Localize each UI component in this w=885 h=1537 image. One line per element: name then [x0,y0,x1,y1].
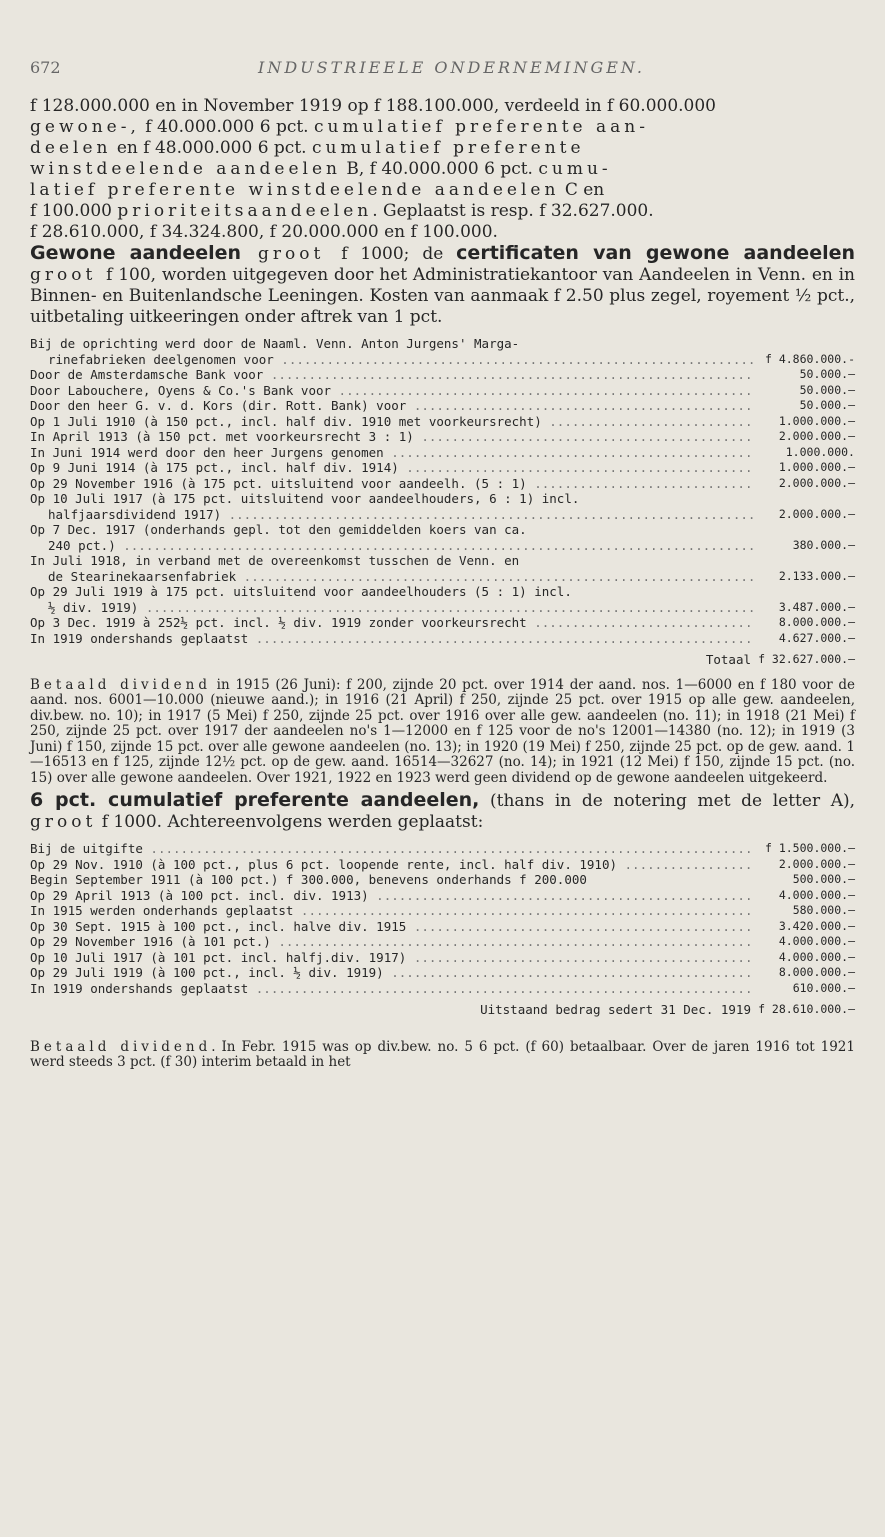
page-number: 672 [30,58,61,77]
ledger-total-row [30,1002,855,1018]
ledger-description: Op 1 Juli 1910 (à 150 pct., incl. half div. 1910 met voorkeursrecht) ..... [30,414,755,430]
ledger-row [30,841,855,857]
intro-line: latief preferente winstdeelende aandeelen C en [30,180,605,200]
ledger-amount: 50.000.– [799,382,855,397]
ledger-amount: 4.000.000.– [778,887,855,902]
ledger-amount: 2.000.000.– [778,506,855,521]
ledger-amount: f 4.860.000.- [764,351,855,366]
ledger-description: Door den heer G. v. d. Kors (dir. Rott. Bank) voor ..... [30,398,755,414]
ledger-amount: 4.000.000.– [778,934,855,948]
ledger-row [30,600,855,616]
running-title: INDUSTRIEELE ONDERNEMINGEN. [258,58,645,77]
ledger-row [30,383,855,399]
ledger-amount: 3.487.000.– [778,599,855,614]
ledger-description: Op 29 Juli 1919 à 175 pct. uitsluitend voor aandeelhouders (5 : 1) incl. [30,584,572,599]
ledger-amount: 4.000.000.– [778,949,855,964]
dividend-paragraph-preferente: Betaald dividend. In Febr. 1915 was op div.bew. no. 5 6 pct. (f 60) betaalbaar. Over de jaren 1916 tot 1921 werd steeds 3 pct. (f 30) interim betaald in het [30,1038,855,1070]
ledger-description: Op 29 April 1913 (à 100 pct. incl. div. 1913) ..... [30,888,755,904]
intro-line: gewone-, f 40.000.000 6 pct. cumulatief preferente aan- [30,117,649,137]
ledger-row [30,903,855,919]
ledger-row [30,507,855,523]
intro-line: deelen en f 48.000.000 6 pct. cumulatief preferente [30,138,585,158]
ledger-amount: 1.000.000.– [778,460,855,474]
ledger-row [30,398,855,414]
ledger-row [30,476,855,492]
ledger-row-line [30,336,855,352]
ledger-amount: 2.000.000.– [778,429,855,443]
ledger-description: In 1915 werden onderhands geplaatst ..... [30,903,755,919]
ledger-total-amount: f 28.610.000.– [758,1002,855,1016]
ledger-description: Bij de oprichting werd door de Naaml. Venn. Anton Jurgens' Marga- [30,336,520,351]
intro-paragraph [30,96,855,243]
ledger-description: Op 3 Dec. 1919 à 252½ pct. incl. ½ div. 1919 zonder voorkeursrecht ..... [30,615,755,631]
section-heading: 6 pct. cumulatief preferente aandeelen, [30,789,480,811]
preferente-paragraph: 6 pct. cumulatief preferente aandeelen, (thans in de notering met de letter A), groot f 1000. Achtereenvolgens werden geplaatst: [30,789,856,832]
intro-line: f 128.000.000 en in November 1919 op f 188.100.000, verdeeld in f 60.000.000 [30,96,717,116]
ledger-amount: 1.000.000. [785,444,855,459]
page-header [30,58,850,84]
ledger-row-line [30,553,855,569]
ledger-description: Op 29 November 1916 (à 101 pct.) ..... [30,934,755,950]
ledger-description: de Stearinekaarsenfabriek ..... [30,569,755,585]
ledger-description: In 1919 ondershands geplaatst ..... [30,981,755,997]
ledger-amount: 8.000.000.– [778,615,855,629]
ledger-amount: 50.000.– [799,398,855,412]
ledger-total-label: Totaal [705,652,751,667]
ledger-row [30,857,855,873]
placement-ledger-gewone [30,336,855,668]
ledger-row-line [30,584,855,600]
ledger-description: 240 pct.) ..... [30,538,755,554]
ledger-total-row [30,652,855,668]
page-body [30,96,855,1071]
ledger-row [30,888,855,904]
intro-line: winstdeelende aandeelen B, f 40.000.000 6 pct. cumu- [30,159,612,179]
ledger-amount: f 1.500.000.– [764,841,855,855]
ledger-description: Op 9 Juni 1914 (à 175 pct., incl. half div. 1914) ..... [30,460,755,476]
ledger-description: rinefabrieken deelgenomen voor ..... [30,352,755,368]
ledger-row-line [30,491,855,507]
ledger-row [30,460,855,476]
ledger-row [30,631,855,647]
ledger-row-line [30,522,855,538]
certificaten-heading: certificaten van gewone aandeelen [456,242,856,264]
ledger-amount: 2.133.000.– [778,568,855,583]
ledger-description: Begin September 1911 (à 100 pct.) f 300.000, benevens onderhands f 200.000 [30,872,587,887]
ledger-row [30,872,855,888]
ledger-description: In 1919 ondershands geplaatst ..... [30,631,755,647]
ledger-amount: 50.000.– [799,367,855,381]
ledger-row [30,538,855,554]
intro-line: f 100.000 prioriteitsaandeelen. Geplaatst is resp. f 32.627.000. [30,201,654,221]
ledger-description: Op 30 Sept. 1915 à 100 pct., incl. halve div. 1915 ..... [30,919,755,935]
ledger-row [30,445,855,461]
ledger-description: In Juni 1914 werd door den heer Jurgens genomen ..... [30,445,755,461]
ledger-row [30,934,855,950]
ledger-row [30,965,855,981]
ledger-description: Op 29 Nov. 1910 (à 100 pct., plus 6 pct. loopende rente, incl. half div. 1910) ..... [30,857,755,873]
placement-ledger-preferente [30,841,855,1018]
ledger-description: Op 10 Juli 1917 (à 175 pct. uitsluitend voor aandeelhouders, 6 : 1) incl. [30,491,580,506]
ledger-amount: 3.420.000.– [778,918,855,933]
ledger-row [30,414,855,430]
ledger-description: Op 29 Juli 1919 (à 100 pct., incl. ½ div. 1919) ..... [30,965,755,981]
section-heading: Gewone aandeelen [30,242,242,264]
ledger-amount: 2.000.000.– [778,475,855,490]
ledger-total-amount: f 32.627.000.– [758,652,855,666]
ledger-amount: 4.627.000.– [778,630,855,645]
ledger-description: Door de Amsterdamsche Bank voor ..... [30,367,755,383]
gewone-aandeelen-paragraph: Gewone aandeelen groot f 1000; de certificaten van gewone aandeelen groot f 100, worden uitgegeven door het Administratiekantoor van Aandeelen in Venn. en in Binnen- en Buitenlandsche Leeningen. Kosten van aanmaak f 2.50 plus zegel, royement ½ pct., uitbetaling uitkeeringen onder aftrek van 1 pct. [30,242,856,327]
ledger-total-label: Uitstaand bedrag sedert 31 Dec. 1919 [480,1002,751,1017]
ledger-amount: 610.000.– [792,980,855,995]
ledger-description: Door Labouchere, Oyens & Co.'s Bank voor ..... [30,383,755,399]
ledger-description: ½ div. 1919) ..... [30,600,755,616]
ledger-row [30,950,855,966]
ledger-description: In April 1913 (à 150 pct. met voorkeursrecht 3 : 1) ..... [30,429,755,445]
ledger-amount: 580.000.– [792,903,855,917]
ledger-description: Op 10 Juli 1917 (à 101 pct. incl. halfj.div. 1917) ..... [30,950,755,966]
intro-line: f 28.610.000, f 34.324.800, f 20.000.000 en f 100.000. [30,222,498,242]
ledger-row [30,615,855,631]
ledger-description: halfjaarsdividend 1917) ..... [30,507,755,523]
ledger-amount: 2.000.000.– [778,856,855,871]
ledger-amount: 500.000.– [792,872,855,886]
ledger-row [30,429,855,445]
ledger-amount: 1.000.000.– [778,413,855,428]
ledger-row [30,569,855,585]
ledger-amount: 8.000.000.– [778,965,855,979]
dividend-paragraph-gewone: Betaald dividend in 1915 (26 Juni): f 200, zijnde 20 pct. over 1914 der aand. nos. 1—6000 en f 180 voor de aand. nos. 6001—10.000 (nieuwe aand.); in 1916 (21 April) f 250, zijnde 25 pct. over 1915 op alle gew. aandeelen, div.bew. no. 10); in 1917 (5 Mei) f 250, zijnde 25 pct. over 1916 over alle gew. aandeelen (no. 11); in 1918 (21 Mei) f 250, zijnde 25 pct. over 1917 der aandeelen no's 1—12000 en f 125 voor de no's 12001—14380 (no. 12); in 1919 (3 Juni) f 150, zijnde 15 pct. over alle gewone aandeelen (no. 13); in 1920 (19 Mei) f 250, zijnde 25 pct. op de gew. aand. 1—16513 en f 125, zijnde 12½ pct. op de gew. aand. 16514—32627 (no. 14); in 1921 (12 Mei) f 150, zijnde 15 pct. (no. 15) over alle gewone aandeelen. Over 1921, 1922 en 1923 werd geen dividend op de gewone aandeelen uitgekeerd. [30,676,855,786]
ledger-description: Op 7 Dec. 1917 (onderhands gepl. tot den gemiddelden koers van ca. [30,522,527,537]
ledger-row [30,367,855,383]
ledger-row [30,352,855,368]
ledger-amount: 380.000.– [792,537,855,552]
ledger-description: Op 29 November 1916 (à 175 pct. uitsluitend voor aandeelh. (5 : 1) ..... [30,476,755,492]
ledger-row [30,981,855,997]
ledger-description: In Juli 1918, in verband met de overeenkomst tusschen de Venn. en [30,553,520,568]
ledger-row [30,919,855,935]
ledger-description: Bij de uitgifte ..... [30,841,755,857]
